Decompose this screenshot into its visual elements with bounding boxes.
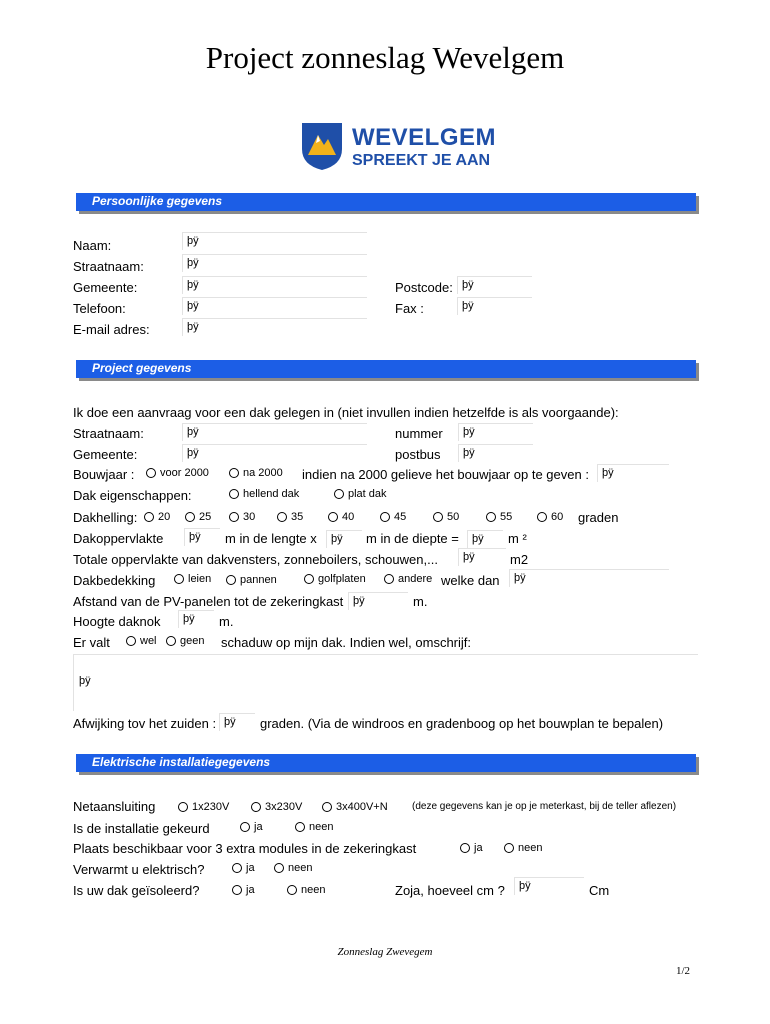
straatnaam-field[interactable]: þÿ	[182, 254, 367, 272]
radio-circle-icon	[433, 512, 443, 522]
radio-geisoleerd-neen[interactable]: neen	[287, 884, 325, 896]
radio-leien[interactable]: leien	[174, 573, 211, 585]
radio-helling-20[interactable]: 20	[144, 511, 170, 523]
radio-circle-icon	[504, 843, 514, 853]
radio-circle-icon	[334, 489, 344, 499]
bouwjaar-field[interactable]: þÿ	[597, 464, 669, 482]
label-m2: m ²	[508, 531, 527, 546]
radio-helling-50[interactable]: 50	[433, 511, 459, 523]
label-afstand: Afstand van de PV-panelen tot de zekeringkast	[73, 594, 344, 609]
project-straatnaam-field[interactable]: þÿ	[182, 423, 367, 441]
label-naam: Naam:	[73, 238, 112, 253]
radio-hellend-dak[interactable]: hellend dak	[229, 488, 299, 500]
logo-title: WEVELGEM	[352, 124, 497, 151]
label-telefoon: Telefoon:	[73, 301, 126, 316]
schaduw-omschrijving-field[interactable]: þÿ	[73, 654, 698, 711]
radio-circle-icon	[229, 512, 239, 522]
label-welke-dan: welke dan	[441, 573, 500, 588]
logo-subtitle: SPREEKT JE AAN	[352, 152, 491, 169]
radio-circle-icon	[328, 512, 338, 522]
email-field[interactable]: þÿ	[182, 318, 367, 336]
radio-circle-icon	[304, 574, 314, 584]
label-project-gemeente: Gemeente:	[73, 447, 138, 462]
label-gemeente: Gemeente:	[73, 280, 138, 295]
radio-circle-icon	[226, 575, 236, 585]
radio-circle-icon	[460, 843, 470, 853]
label-graden: graden	[578, 510, 619, 525]
label-dak-eigenschappen: Dak eigenschappen:	[73, 488, 192, 503]
radio-circle-icon	[232, 863, 242, 873]
radio-circle-icon	[229, 468, 239, 478]
postbus-field[interactable]: þÿ	[458, 444, 533, 462]
totaal-field[interactable]: þÿ	[458, 548, 506, 566]
radio-andere[interactable]: andere	[384, 573, 432, 585]
label-schaduw: schaduw op mijn dak. Indien wel, omschrijf:	[221, 635, 472, 650]
naam-field[interactable]: þÿ	[182, 232, 367, 250]
radio-circle-icon	[185, 512, 195, 522]
section-header-electrical: Elektrische installatiegegevens	[76, 754, 696, 772]
afstand-field[interactable]: þÿ	[348, 592, 408, 610]
radio-circle-icon	[384, 574, 394, 584]
afwijking-field[interactable]: þÿ	[219, 713, 255, 731]
radio-circle-icon	[144, 512, 154, 522]
label-afwijking: Afwijking tov het zuiden :	[73, 716, 217, 731]
radio-circle-icon	[295, 822, 305, 832]
section-header-project: Project gegevens	[76, 360, 696, 378]
lengte-field[interactable]: þÿ	[184, 528, 220, 546]
postcode-field[interactable]: þÿ	[457, 276, 532, 294]
radio-plaats-neen[interactable]: neen	[504, 842, 542, 854]
project-intro: Ik doe een aanvraag voor een dak gelegen in (niet invullen indien hetzelfde is als voorgaande):	[73, 405, 619, 420]
label-postbus: postbus	[395, 447, 441, 462]
label-lengte: m in de lengte x	[225, 531, 317, 546]
radio-circle-icon	[229, 489, 239, 499]
radio-circle-icon	[146, 468, 156, 478]
gemeente-field[interactable]: þÿ	[182, 276, 367, 294]
label-verwarmt: Verwarmt u elektrisch?	[73, 862, 205, 877]
project-gemeente-field[interactable]: þÿ	[182, 444, 367, 462]
radio-circle-icon	[166, 636, 176, 646]
label-email: E-mail adres:	[73, 322, 150, 337]
radio-schaduw-wel[interactable]: wel	[126, 635, 157, 647]
label-geisoleerd: Is uw dak geïsoleerd?	[73, 883, 200, 898]
radio-circle-icon	[287, 885, 297, 895]
radio-voor-2000[interactable]: voor 2000	[146, 467, 209, 479]
section-header-personal: Persoonlijke gegevens	[76, 193, 696, 211]
diepte-field[interactable]: þÿ	[326, 530, 362, 548]
isolatie-cm-field[interactable]: þÿ	[514, 877, 584, 895]
label-dakhelling: Dakhelling:	[73, 510, 138, 525]
radio-helling-40[interactable]: 40	[328, 511, 354, 523]
radio-na-2000[interactable]: na 2000	[229, 467, 283, 479]
radio-helling-25[interactable]: 25	[185, 511, 211, 523]
nummer-field[interactable]: þÿ	[458, 423, 533, 441]
label-afstand-unit: m.	[413, 594, 428, 609]
radio-gekeurd-ja[interactable]: ja	[240, 821, 263, 833]
radio-helling-30[interactable]: 30	[229, 511, 255, 523]
radio-verwarmt-ja[interactable]: ja	[232, 862, 255, 874]
label-bouwjaar: Bouwjaar :	[73, 467, 135, 482]
label-dakoppervlakte: Dakoppervlakte	[73, 531, 164, 546]
radio-helling-55[interactable]: 55	[486, 511, 512, 523]
welke-field[interactable]: þÿ	[509, 569, 669, 587]
radio-plat-dak[interactable]: plat dak	[334, 488, 387, 500]
radio-circle-icon	[274, 863, 284, 873]
label-postcode: Postcode:	[395, 280, 453, 295]
oppervlakte-field[interactable]: þÿ	[467, 530, 503, 548]
label-netaansluiting: Netaansluiting	[73, 799, 156, 814]
label-hoogte-daknok: Hoogte daknok	[73, 614, 161, 629]
label-plaats: Plaats beschikbaar voor 3 extra modules in de zekeringkast	[73, 841, 417, 856]
label-project-straatnaam: Straatnaam:	[73, 426, 144, 441]
label-dakbedekking: Dakbedekking	[73, 573, 156, 588]
label-totaal-unit: m2	[510, 552, 529, 567]
radio-circle-icon	[277, 512, 287, 522]
label-straatnaam: Straatnaam:	[73, 259, 144, 274]
label-hoogte-unit: m.	[219, 614, 234, 629]
fax-field[interactable]: þÿ	[457, 297, 532, 315]
radio-circle-icon	[322, 802, 332, 812]
radio-golfplaten[interactable]: golfplaten	[304, 573, 366, 585]
radio-plaats-ja[interactable]: ja	[460, 842, 483, 854]
label-diepte: m in de diepte =	[366, 531, 459, 546]
radio-circle-icon	[174, 574, 184, 584]
radio-circle-icon	[537, 512, 547, 522]
page-footer: Zonneslag Zwevegem	[337, 946, 433, 958]
radio-verwarmt-neen[interactable]: neen	[274, 862, 312, 874]
radio-helling-45[interactable]: 45	[380, 511, 406, 523]
page-title: Project zonneslag Wevelgem	[205, 40, 565, 75]
radio-geisoleerd-ja[interactable]: ja	[232, 884, 255, 896]
label-totale-oppervlakte: Totale oppervlakte van dakvensters, zonneboilers, schouwen,...	[73, 552, 438, 567]
radio-circle-icon	[240, 822, 250, 832]
label-fax: Fax :	[395, 301, 424, 316]
label-er-valt: Er valt	[73, 635, 110, 650]
radio-1x230v[interactable]: 1x230V	[178, 801, 229, 813]
radio-circle-icon	[380, 512, 390, 522]
radio-circle-icon	[251, 802, 261, 812]
afwijking-note: graden. (Via de windroos en gradenboog op het bouwplan te bepalen)	[260, 716, 664, 731]
bouwjaar-note: indien na 2000 gelieve het bouwjaar op te geven :	[302, 467, 589, 482]
label-gekeurd: Is de installatie gekeurd	[73, 821, 210, 836]
label-nummer: nummer	[395, 426, 443, 441]
radio-circle-icon	[232, 885, 242, 895]
radio-schaduw-geen[interactable]: geen	[166, 635, 204, 647]
radio-pannen[interactable]: pannen	[226, 574, 277, 586]
radio-3x230v[interactable]: 3x230V	[251, 801, 302, 813]
label-zoja: Zoja, hoeveel cm ?	[395, 883, 505, 898]
hoogte-field[interactable]: þÿ	[178, 610, 214, 628]
radio-3x400v[interactable]: 3x400V+N	[322, 801, 388, 813]
radio-circle-icon	[486, 512, 496, 522]
radio-circle-icon	[178, 802, 188, 812]
radio-circle-icon	[126, 636, 136, 646]
wevelgem-shield-logo	[300, 121, 344, 171]
radio-gekeurd-neen[interactable]: neen	[295, 821, 333, 833]
label-cm: Cm	[589, 883, 610, 898]
telefoon-field[interactable]: þÿ	[182, 297, 367, 315]
page-number: 1/2	[676, 965, 691, 977]
radio-helling-60[interactable]: 60	[537, 511, 563, 523]
netaansluiting-note: (deze gegevens kan je op je meterkast, bij de teller aflezen)	[412, 801, 677, 812]
radio-helling-35[interactable]: 35	[277, 511, 303, 523]
